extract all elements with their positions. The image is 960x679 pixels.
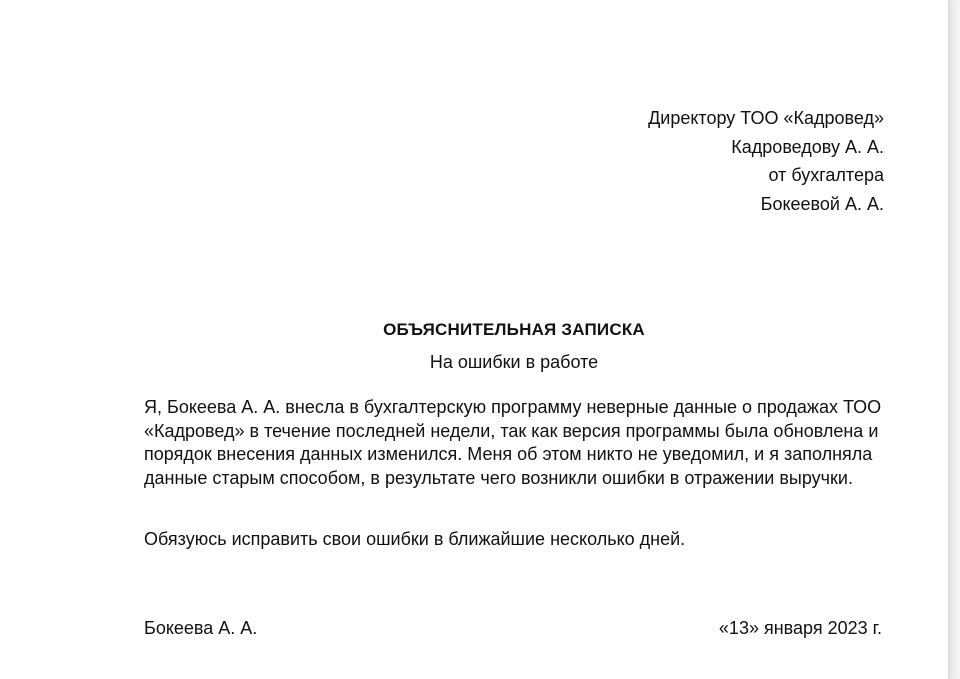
addressee-block bbox=[648, 104, 884, 218]
document-subtitle: На ошибки в работе bbox=[429, 352, 599, 372]
body-paragraph: Я, Бокеева А. А. внесла в бухгалтерскую программу неверные данные о продажах ТОО «Кадровед» в течение последней недели, так как версия программы была обновлена и порядок внесения данных изменился. Меня об этом никто не уведомил, и я заполняла данные старым способом, в результате чего возникли ошибки в отражении выручки. bbox=[144, 397, 882, 488]
signature-date: «13» января 2023 г. bbox=[718, 618, 882, 638]
document-title: ОБЪЯСНИТЕЛЬНАЯ ЗАПИСКА bbox=[383, 320, 645, 339]
addressee-line: Кадроведову А. А. bbox=[731, 136, 884, 157]
addressee-line: Бокеевой А. А. bbox=[760, 193, 884, 214]
signature-name: Бокеева А. А. bbox=[144, 618, 258, 638]
addressee-line: от бухгалтера bbox=[768, 165, 884, 185]
addressee-line: Директору ТОО «Кадровед» bbox=[648, 108, 884, 128]
commitment-paragraph: Обязуюсь исправить свои ошибки в ближайшие несколько дней. bbox=[144, 529, 686, 549]
